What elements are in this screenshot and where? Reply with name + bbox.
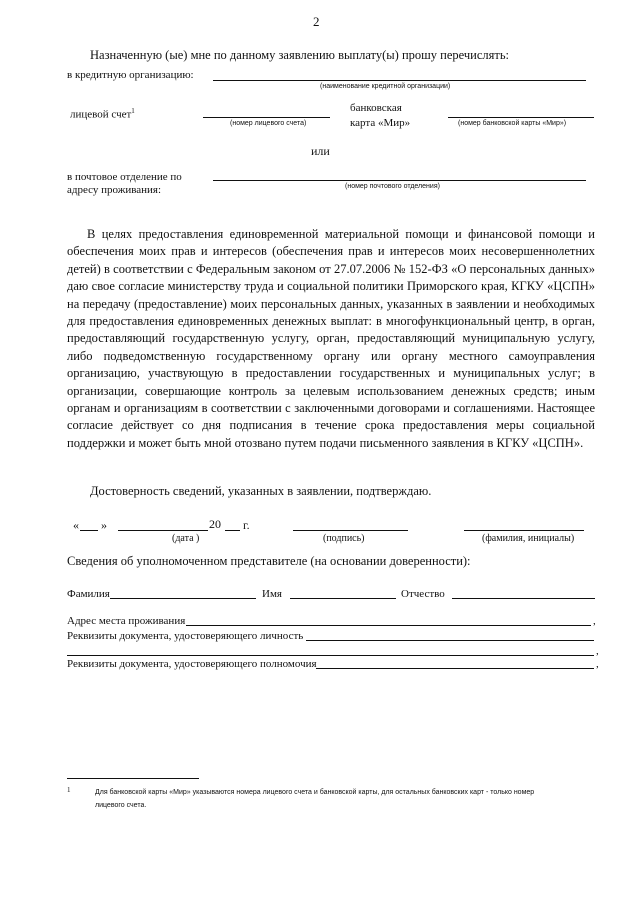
signature-label: (подпись) — [323, 533, 365, 544]
account-number-field[interactable] — [203, 117, 330, 118]
account-label: лицевой счет$^1$ — [70, 107, 135, 121]
credit-org-label: в кредитную организацию: — [67, 69, 194, 81]
footnote-mark: 1 — [131, 107, 135, 115]
date-quote-open: « — [73, 518, 79, 532]
authority-doc-field[interactable] — [316, 668, 594, 669]
or-text: или — [311, 144, 330, 158]
post-label-2: адресу проживания: — [67, 184, 162, 196]
authority-doc-label: Реквизиты документа, удостоверяющего полномочия — [67, 658, 317, 670]
page-number: 2 — [313, 14, 320, 29]
name-initials-label: (фамилия, инициалы) — [482, 533, 575, 544]
date-month-field[interactable] — [118, 530, 208, 531]
patronymic-field[interactable] — [452, 598, 595, 599]
footnote-text-2: лицевого счета. — [95, 802, 147, 809]
first-name-field[interactable] — [290, 598, 396, 599]
year-suffix: г. — [243, 518, 250, 532]
payout-heading: Назначенную (ые) мне по данному заявлению выплату(ы) прошу перечислять: — [90, 48, 510, 62]
patronymic-label: Отчество — [401, 588, 445, 600]
identity-doc-comma: , — [596, 645, 599, 657]
bank-card-hint: (номер банковской карты «Мир») — [458, 120, 567, 127]
name-label: Имя — [262, 588, 282, 600]
bank-card-label-1: банковская — [350, 102, 402, 114]
footnote-separator — [67, 778, 199, 779]
footnote-text-1: Для банковской карты «Мир» указываются номера лицевого счета и банковской карты, для остальных банковских карт - только номер — [95, 789, 535, 796]
bank-card-field[interactable] — [448, 117, 594, 118]
surname-field[interactable] — [110, 598, 256, 599]
bank-card-label-2: карта «Мир» — [350, 117, 411, 129]
post-office-field[interactable] — [213, 180, 586, 181]
address-field[interactable] — [186, 625, 591, 626]
date-quote-close: » — [101, 518, 107, 532]
signature-field[interactable] — [293, 530, 408, 531]
authority-doc-comma: , — [596, 658, 599, 670]
surname-label: Фамилия — [67, 588, 110, 600]
credit-org-field[interactable] — [213, 80, 586, 81]
footnote-number: 1 — [67, 786, 71, 794]
identity-doc-field[interactable] — [306, 640, 594, 641]
account-hint: (номер лицевого счета) — [230, 120, 307, 127]
address-label: Адрес места проживания — [67, 615, 186, 627]
consent-paragraph: В целях предоставления единовременной материальной помощи и финансовой помощи и обеспечения моих прав и интересов (обеспечения прав и интересов моих несовершеннолетних детей) в соответствии с Федеральным законом от 27.07.2006 № 152-ФЗ «О персональных данных» даю свое согласие министерству труда и социальной политики Приморского края, КГКУ «ЦСПН» на передачу (предоставление) моих персональных данных, указанных в заявлении и необходимых для предоставления единовременных денежных выплат: в многофункциональный центр, в орган, предоставляющий государственную услугу, орган, предоставляющий муниципальную услугу, либо подведомственную государственному органу или органу местного самоуправления организацию, участвующую в предоставлении государственных и муниципальных услуг; в организации, совершающие контроль за целевым использованием денежных средств; иным органам и организациям в соответствии с заключенными договорами и соглашениями. Настоящее согласие действует со дня подписания в течение срока предоставления меры социальной поддержки и может быть мной отозвано путем подачи письменного заявления в КГКУ «ЦСПН». — [67, 227, 595, 450]
year-prefix: 20 — [209, 517, 221, 531]
representative-heading: Сведения об уполномоченном представителе (на основании доверенности): — [67, 554, 471, 568]
identity-doc-field-2[interactable] — [67, 655, 594, 656]
name-initials-field[interactable] — [464, 530, 584, 531]
identity-doc-label: Реквизиты документа, удостоверяющего личность — [67, 630, 304, 642]
post-label-1: в почтовое отделение по — [67, 171, 182, 183]
post-hint: (номер почтового отделения) — [345, 183, 440, 190]
credit-org-hint: (наименование кредитной организации) — [320, 83, 451, 90]
confirm-text: Достоверность сведений, указанных в заявлении, подтверждаю. — [90, 484, 432, 498]
date-year-field[interactable] — [225, 530, 240, 531]
date-label: (дата ) — [172, 533, 200, 544]
date-day-field[interactable] — [80, 530, 98, 531]
address-comma: , — [593, 615, 596, 627]
